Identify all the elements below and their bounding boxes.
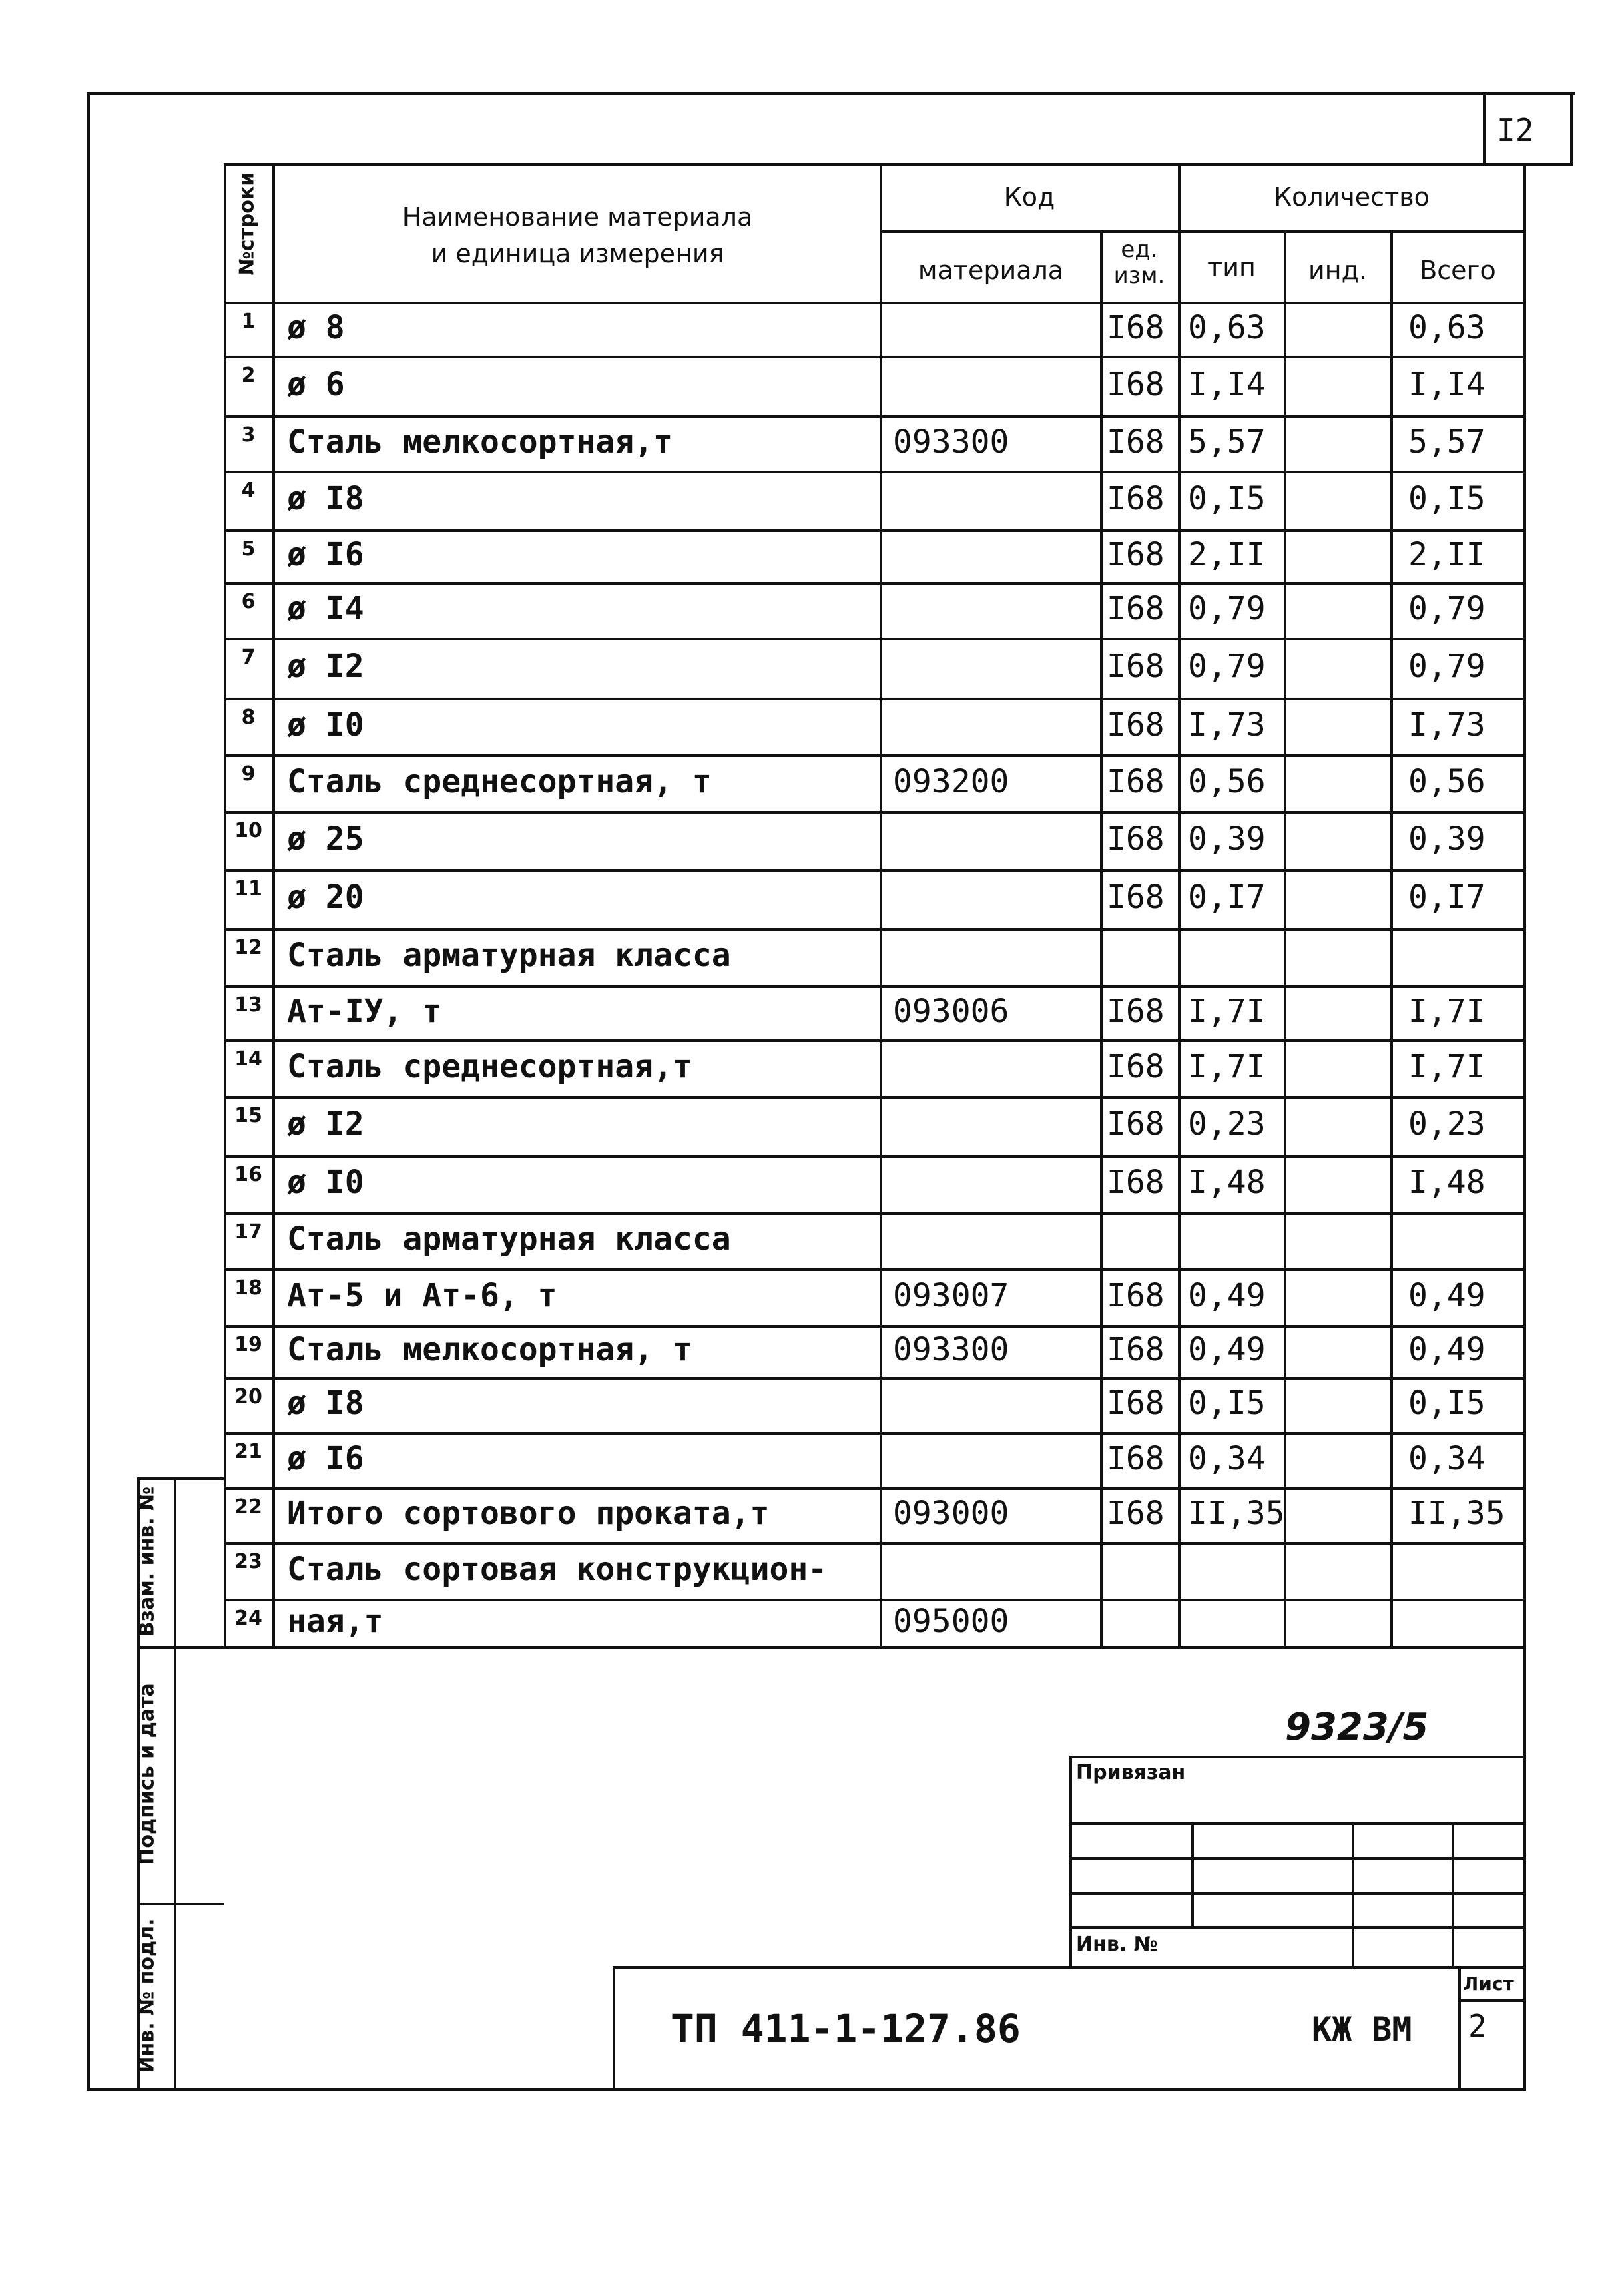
header-code-material: материала — [918, 256, 1064, 285]
cell-name: ø I6 — [287, 535, 364, 573]
cell-unit: I68 — [1107, 365, 1165, 403]
cell-unit: I68 — [1107, 480, 1165, 517]
stamp-top — [1069, 1756, 1523, 1758]
doc-code: ТП 411-1-127.86 — [671, 2006, 1021, 2051]
cell-name: ø I8 — [287, 480, 364, 517]
sheet-number: I2 — [1497, 112, 1534, 148]
cell-total: I,I4 — [1408, 365, 1486, 403]
sheet-value: 2 — [1468, 2008, 1487, 2044]
col-line-unit — [1178, 163, 1181, 1648]
cell-total: 0,39 — [1408, 820, 1486, 858]
cell-code: 093200 — [893, 762, 1009, 800]
row-number: 2 — [241, 364, 256, 387]
cell-type: 5,57 — [1188, 423, 1266, 461]
side-label-inv-no: Взам. инв. № — [135, 1486, 159, 1637]
stamp-col-3 — [1452, 1822, 1454, 1966]
cell-name: ная,т — [287, 1602, 384, 1640]
sheet-num-box-right — [1570, 92, 1573, 166]
stamp-inv-label: Инв. № — [1076, 1933, 1158, 1956]
cell-code: 093000 — [893, 1495, 1009, 1532]
side-label-inv-orig: Инв. № подл. — [135, 1918, 159, 2073]
cell-type: 0,56 — [1188, 762, 1266, 800]
cell-code: 095000 — [893, 1602, 1009, 1640]
frame-bottom-edge — [87, 2088, 1526, 2091]
row-divider — [224, 638, 1525, 640]
header-name-line2: и единица измерения — [431, 239, 724, 268]
sheet-num-box-left — [1483, 92, 1486, 166]
sheet-label: Лист — [1463, 1973, 1514, 1995]
cell-unit: I68 — [1107, 1439, 1165, 1477]
cell-name: ø I6 — [287, 1439, 364, 1477]
row-divider — [224, 529, 1525, 532]
cell-total: I,7I — [1408, 992, 1486, 1030]
cell-type: I,48 — [1188, 1164, 1266, 1201]
cell-name: Сталь мелкосортная, т — [287, 1331, 692, 1368]
row-number: 11 — [234, 877, 262, 901]
row-divider — [224, 698, 1525, 700]
cell-unit: I68 — [1107, 1105, 1165, 1143]
cell-type: 2,II — [1188, 535, 1266, 573]
header-quantity: Количество — [1274, 182, 1430, 212]
title-block-left — [613, 1966, 615, 2089]
cell-code: 093006 — [893, 992, 1009, 1030]
cell-unit: I68 — [1107, 1331, 1165, 1368]
cell-total: 0,23 — [1408, 1105, 1486, 1143]
cell-unit: I68 — [1107, 308, 1165, 346]
row-divider — [224, 1039, 1525, 1042]
cell-unit: I68 — [1107, 762, 1165, 800]
row-number: 18 — [234, 1276, 262, 1300]
row-divider — [224, 754, 1525, 757]
col-line-material — [1100, 230, 1103, 1648]
cell-code: 093300 — [893, 1331, 1009, 1368]
header-qty-type: тип — [1207, 252, 1256, 282]
cell-total: 0,79 — [1408, 589, 1486, 627]
row-number: 21 — [234, 1440, 262, 1463]
cell-type: 0,79 — [1188, 589, 1266, 627]
cell-unit: I68 — [1107, 706, 1165, 744]
cell-name: Ат-IУ, т — [287, 992, 442, 1030]
cell-name: ø 25 — [287, 820, 364, 858]
cell-type: 0,I5 — [1188, 480, 1266, 517]
row-number: 23 — [234, 1550, 262, 1573]
row-number: 19 — [234, 1333, 262, 1356]
stamp-row-3 — [1069, 1892, 1523, 1895]
col-line-name — [880, 163, 882, 1648]
cell-total: I,48 — [1408, 1164, 1486, 1201]
col-line-ind — [1390, 230, 1393, 1648]
cell-name: Сталь среднесортная,т — [287, 1047, 692, 1085]
title-block-top — [613, 1966, 1523, 1969]
cell-unit: I68 — [1107, 878, 1165, 916]
row-number: 17 — [234, 1220, 262, 1244]
col-line-rownum — [272, 163, 275, 1648]
cell-type: 0,39 — [1188, 820, 1266, 858]
row-divider — [224, 1268, 1525, 1271]
side-div-3 — [137, 1903, 224, 1905]
cell-type: II,35 — [1188, 1495, 1285, 1532]
row-number: 6 — [241, 590, 256, 613]
row-number: 13 — [234, 993, 262, 1017]
cell-name: ø I4 — [287, 589, 364, 627]
cell-name: ø 20 — [287, 878, 364, 916]
cell-name: ø I8 — [287, 1384, 364, 1422]
cell-total: 2,II — [1408, 535, 1486, 573]
cell-unit: I68 — [1107, 1047, 1165, 1085]
cell-name: Сталь среднесортная, т — [287, 762, 712, 800]
row-divider — [224, 869, 1525, 872]
row-number: 16 — [234, 1163, 262, 1186]
cell-total: 0,I5 — [1408, 480, 1486, 517]
cell-unit: I68 — [1107, 1495, 1165, 1532]
row-divider — [224, 1212, 1525, 1215]
stamp-row-1 — [1069, 1822, 1523, 1825]
side-col-inner — [174, 1477, 176, 2088]
cell-unit: I68 — [1107, 589, 1165, 627]
cell-total: 0,34 — [1408, 1439, 1486, 1477]
row-divider — [224, 1487, 1525, 1490]
row-divider — [224, 471, 1525, 473]
row-number: 15 — [234, 1104, 262, 1127]
cell-unit: I68 — [1107, 1276, 1165, 1314]
cell-unit: I68 — [1107, 1384, 1165, 1422]
stamp-col-1 — [1191, 1822, 1194, 1926]
side-label-sign-date: Подпись и дата — [135, 1683, 159, 1865]
cell-unit: I68 — [1107, 820, 1165, 858]
title-block-sheet-div — [1458, 1966, 1461, 2089]
cell-name: Ат-5 и Ат-6, т — [287, 1276, 557, 1314]
row-number: 14 — [234, 1047, 262, 1071]
row-number: 1 — [241, 310, 256, 333]
header-code: Код — [1003, 182, 1055, 212]
row-number: 5 — [241, 537, 256, 561]
cell-total: 0,49 — [1408, 1331, 1486, 1368]
row-number: 3 — [241, 423, 256, 447]
cell-total: 0,49 — [1408, 1276, 1486, 1314]
cell-total: 0,I5 — [1408, 1384, 1486, 1422]
header-code-unit: ед. изм. — [1113, 236, 1165, 290]
cell-total: 0,I7 — [1408, 878, 1486, 916]
header-name-line1: Наименование материала — [402, 202, 753, 232]
row-divider — [224, 1542, 1525, 1545]
stamp-row-2 — [1069, 1857, 1523, 1860]
cell-type: I,7I — [1188, 992, 1266, 1030]
col-line-right — [1523, 163, 1526, 1648]
table-top — [224, 163, 1525, 166]
cell-name: Сталь сортовая конструкцион- — [287, 1550, 828, 1588]
stamp-col-2 — [1352, 1822, 1354, 1966]
cell-type: 0,34 — [1188, 1439, 1266, 1477]
row-number: 12 — [234, 936, 262, 959]
row-divider — [224, 1599, 1525, 1601]
cell-name: Итого сортового проката,т — [287, 1495, 770, 1532]
cell-type: 0,49 — [1188, 1276, 1266, 1314]
cell-name: ø I2 — [287, 648, 364, 685]
cell-unit: I68 — [1107, 535, 1165, 573]
row-divider — [224, 1377, 1525, 1380]
cell-name: Сталь мелкосортная,т — [287, 423, 673, 461]
cell-type: I,I4 — [1188, 365, 1266, 403]
header-qty-ind: инд. — [1308, 256, 1367, 285]
cell-name: Сталь арматурная класса — [287, 937, 731, 974]
cell-name: ø I2 — [287, 1105, 364, 1143]
cell-type: I,7I — [1188, 1047, 1266, 1085]
cell-type: 0,49 — [1188, 1331, 1266, 1368]
cell-code: 093007 — [893, 1276, 1009, 1314]
cell-total: 5,57 — [1408, 423, 1486, 461]
row-number: 22 — [234, 1495, 262, 1519]
row-number: 7 — [241, 646, 256, 669]
row-number: 9 — [241, 762, 256, 786]
cell-type: 0,I7 — [1188, 878, 1266, 916]
row-divider — [224, 582, 1525, 585]
col-line-left — [224, 163, 226, 1648]
cell-name: Сталь арматурная класса — [287, 1220, 731, 1258]
row-divider — [224, 1096, 1525, 1099]
cell-name: ø I0 — [287, 706, 364, 744]
cell-unit: I68 — [1107, 648, 1165, 685]
row-divider — [224, 415, 1525, 418]
cell-type: 0,63 — [1188, 308, 1266, 346]
cell-total: II,35 — [1408, 1495, 1505, 1532]
cell-type: 0,23 — [1188, 1105, 1266, 1143]
cell-code: 093300 — [893, 423, 1009, 461]
row-divider — [224, 1646, 1525, 1649]
cell-total: 0,56 — [1408, 762, 1486, 800]
cell-type: I,73 — [1188, 706, 1266, 744]
cell-total: I,7I — [1408, 1047, 1486, 1085]
stamp-left — [1069, 1756, 1072, 1969]
header-mid — [880, 230, 1525, 233]
title-block-sheet-mid — [1458, 1999, 1523, 2002]
cell-unit: I68 — [1107, 992, 1165, 1030]
row-number: 8 — [241, 706, 256, 729]
col-line-type — [1284, 230, 1286, 1648]
row-divider — [224, 928, 1525, 931]
cell-total: 0,79 — [1408, 648, 1486, 685]
row-number: 24 — [234, 1607, 262, 1630]
row-number: 4 — [241, 479, 256, 502]
header-row-no: №строки — [235, 172, 259, 276]
row-divider — [224, 1155, 1525, 1158]
row-number: 10 — [234, 819, 262, 842]
cell-total: I,73 — [1408, 706, 1486, 744]
row-divider — [224, 356, 1525, 358]
cell-unit: I68 — [1107, 423, 1165, 461]
row-divider — [224, 1325, 1525, 1328]
cell-name: ø I0 — [287, 1164, 364, 1201]
cell-total: 0,63 — [1408, 308, 1486, 346]
stamp-attached-label: Привязан — [1076, 1761, 1186, 1784]
doc-mark: КЖ ВМ — [1312, 2010, 1412, 2049]
stamp-row-4 — [1069, 1926, 1523, 1929]
cell-type: 0,79 — [1188, 648, 1266, 685]
drawing-number: 9323/5 — [1285, 1706, 1429, 1749]
header-bottom — [224, 302, 1525, 304]
row-number: 20 — [234, 1385, 262, 1409]
cell-type: 0,I5 — [1188, 1384, 1266, 1422]
cell-name: ø 6 — [287, 365, 345, 403]
row-divider — [224, 1432, 1525, 1435]
header-qty-total: Всего — [1420, 256, 1496, 285]
cell-name: ø 8 — [287, 308, 345, 346]
row-divider — [224, 811, 1525, 814]
row-divider — [224, 985, 1525, 988]
cell-unit: I68 — [1107, 1164, 1165, 1201]
